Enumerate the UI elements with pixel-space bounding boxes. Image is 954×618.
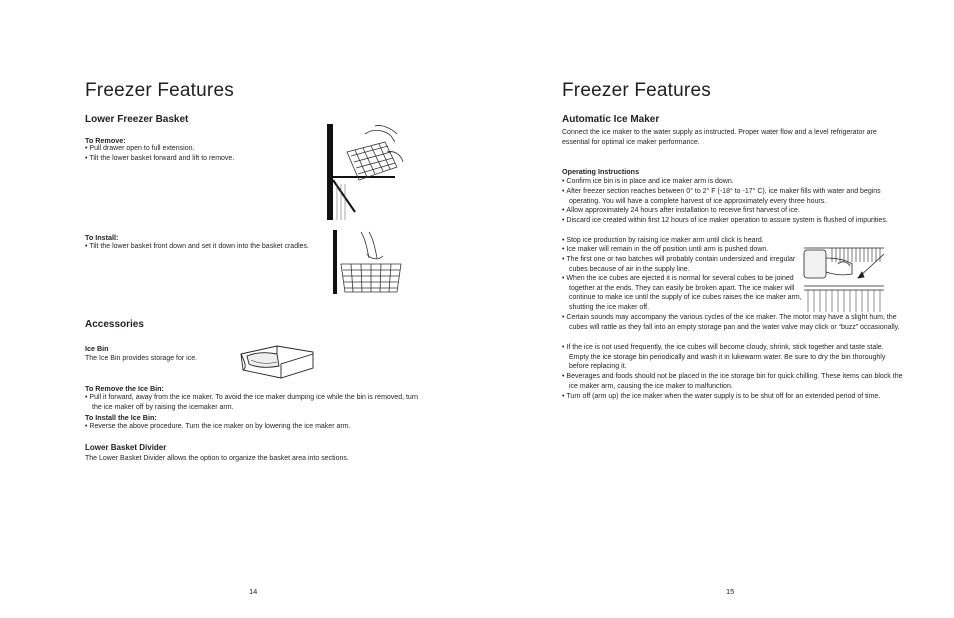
- page-number: 14: [249, 587, 258, 596]
- section-heading-lower-basket: Lower Freezer Basket: [85, 114, 189, 125]
- list-item: • Confirm ice bin is in place and ice maker arm is down.: [562, 177, 904, 187]
- list-item: • Tilt the lower basket forward and lift to remove.: [85, 154, 322, 164]
- list-item: • Stop ice production by raising ice maker arm until click is heard.: [562, 236, 809, 246]
- list-item: • Allow approximately 24 hours after installation to receive first harvest of ice.: [562, 206, 904, 216]
- basket-install-illustration: [331, 228, 407, 296]
- ice-bin-illustration: [237, 342, 317, 380]
- section-heading-accessories: Accessories: [85, 319, 144, 330]
- list-item: • Certain sounds may accompany the various cycles of the ice maker. The motor may have a slight hum, the cubes will rattle as they fall into an empty storage pan and the water valve may click or “buzz” occasionally.: [562, 313, 904, 332]
- list-item: • After freezer section reaches between 0° to 2° F (-18° to -17° C), ice maker fills with water and begins operating. You will have a complete harvest of ice approximately every three hours.: [562, 187, 904, 206]
- divider-text: The Lower Basket Divider allows the option to organize the basket area into sections.: [85, 455, 349, 462]
- list-item: • Ice maker will remain in the off position until arm is pushed down.: [562, 245, 809, 255]
- install-bin-heading: To Install the Ice Bin:: [85, 413, 157, 422]
- list-item: • Pull it forward, away from the ice maker. To avoid the ice maker dumping ice while the bin is removed, turn the ice maker off by raising the icemaker arm.: [85, 393, 422, 412]
- page-title: Freezer Features: [562, 80, 711, 101]
- ice-bin-heading: Ice Bin: [85, 344, 109, 353]
- list-item: • Discard ice created within first 12 hours of ice maker operation to assure system is flushed of impurities.: [562, 216, 904, 226]
- section-heading-ice-maker: Automatic Ice Maker: [562, 114, 660, 125]
- list-item: • The first one or two batches will probably contain undersized and irregular cubes because of air in the supply line.: [562, 255, 809, 274]
- remove-heading: To Remove:: [85, 136, 126, 145]
- list-item: • Tilt the lower basket front down and set it down into the basket cradles.: [85, 242, 324, 252]
- ice-maker-intro: Connect the ice maker to the water supply as instructed. Proper water flow and a level refrigerator are essential for optimal ice maker performance.: [562, 129, 877, 146]
- operating-instructions-heading: Operating Instructions: [562, 167, 640, 176]
- right-page: [477, 0, 954, 618]
- list-item: • Turn off (arm up) the ice maker when the water supply is to be shut off for an extended period of time.: [562, 392, 904, 402]
- ice-bin-text: The Ice Bin provides storage for ice.: [85, 355, 198, 362]
- list-item: • Reverse the above procedure. Turn the ice maker on by lowering the ice maker arm.: [85, 422, 422, 432]
- remove-bin-heading: To Remove the Ice Bin:: [85, 384, 164, 393]
- list-item: • Pull drawer open to full extension.: [85, 144, 322, 154]
- divider-heading: Lower Basket Divider: [85, 443, 167, 452]
- ice-maker-illustration: [802, 244, 886, 314]
- list-item: • If the ice is not used frequently, the ice cubes will become cloudy, shrink, stick together and taste stale. Empty the ice storage bin periodically and wash it in lukewarm water. Be sure to dry the bin thoroughly before replacing it.: [562, 343, 904, 372]
- list-item: • Beverages and foods should not be placed in the ice storage bin for quick chilling. These items can block the ice maker arm, causing the ice maker to malfunction.: [562, 372, 904, 391]
- list-item: • When the ice cubes are ejected it is normal for several cubes to be joined together at the ends. They can easily be broken apart. The ice maker will continue to make ice until the supply of ice cubes raises the ice maker arm, shutting the ice maker off.: [562, 274, 809, 312]
- page-number: 15: [726, 587, 735, 596]
- basket-remove-illustration: [325, 122, 405, 222]
- install-heading: To Install:: [85, 233, 119, 242]
- page-title: Freezer Features: [85, 80, 234, 101]
